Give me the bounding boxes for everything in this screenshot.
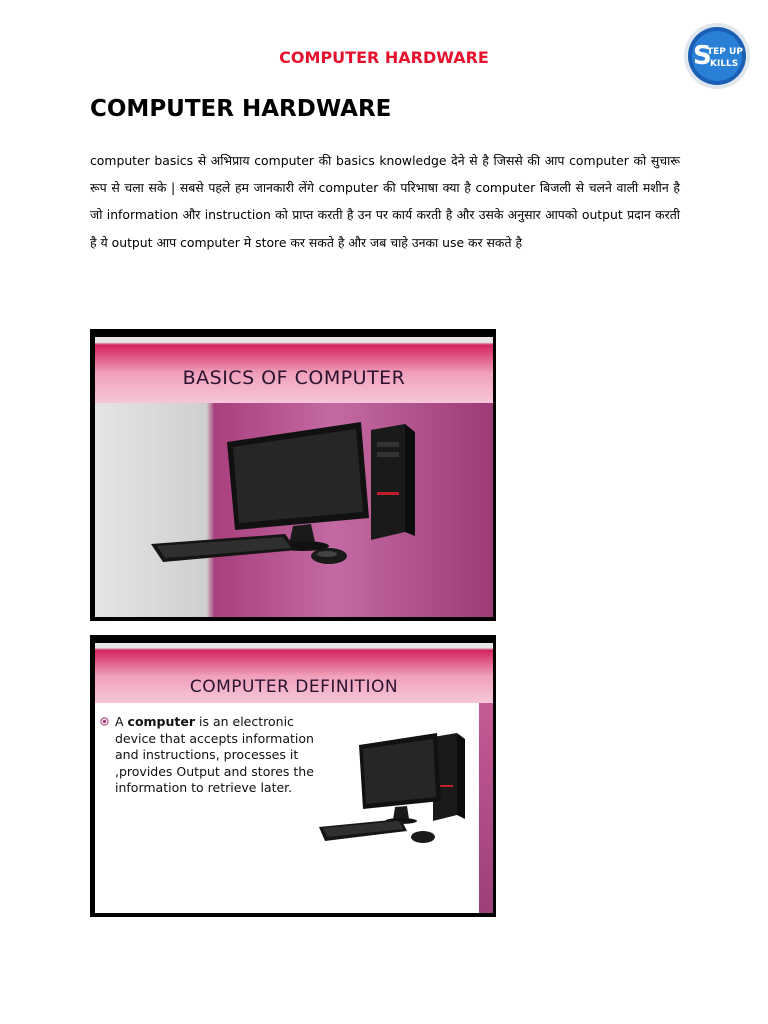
logo-line2: KILLS (710, 59, 739, 69)
definition-prefix: A (115, 714, 128, 729)
bullet-icon (100, 717, 109, 726)
body-paragraph: computer basics से अभिप्राय computer की basics knowledge देने से है जिससे की आप computer को सुचारू रूप से चला सके | सबसे पहले हम जानकारी लेंगे computer की परिभाषा क्या है computer बिजली से चलने वाली मशीन है जो information और instruction को प्राप्त करती है उन पर कार्य करती है और उसके अनुसार आपको output प्रदान करती है ये output आप computer मे store कर सकते है और जब चाहे उनका use कर सकते है (90, 153, 680, 250)
slide-computer-definition (90, 635, 496, 917)
definition-text (115, 714, 330, 797)
document-title: COMPUTER HARDWARE (90, 96, 392, 122)
slide-banner (95, 337, 493, 403)
definition-bold-word: computer (127, 714, 196, 729)
logo-line1: TEP UP (707, 47, 743, 57)
slide-title: BASICS OF COMPUTER (182, 367, 406, 389)
computer-illustration-icon (315, 731, 490, 851)
slide-banner (95, 643, 493, 703)
slide-basics-of-computer (90, 329, 496, 621)
step-up-skills-logo (683, 22, 751, 90)
definition-rest: is an electronic device that accepts information and instructions, processes it ,provides Output and stores the information to retrieve later. (115, 714, 314, 795)
slide-title: COMPUTER DEFINITION (189, 677, 399, 697)
page-header-title: COMPUTER HARDWARE (279, 48, 489, 67)
logo-initial: S (693, 41, 712, 71)
computer-monitor-icon (143, 422, 443, 572)
